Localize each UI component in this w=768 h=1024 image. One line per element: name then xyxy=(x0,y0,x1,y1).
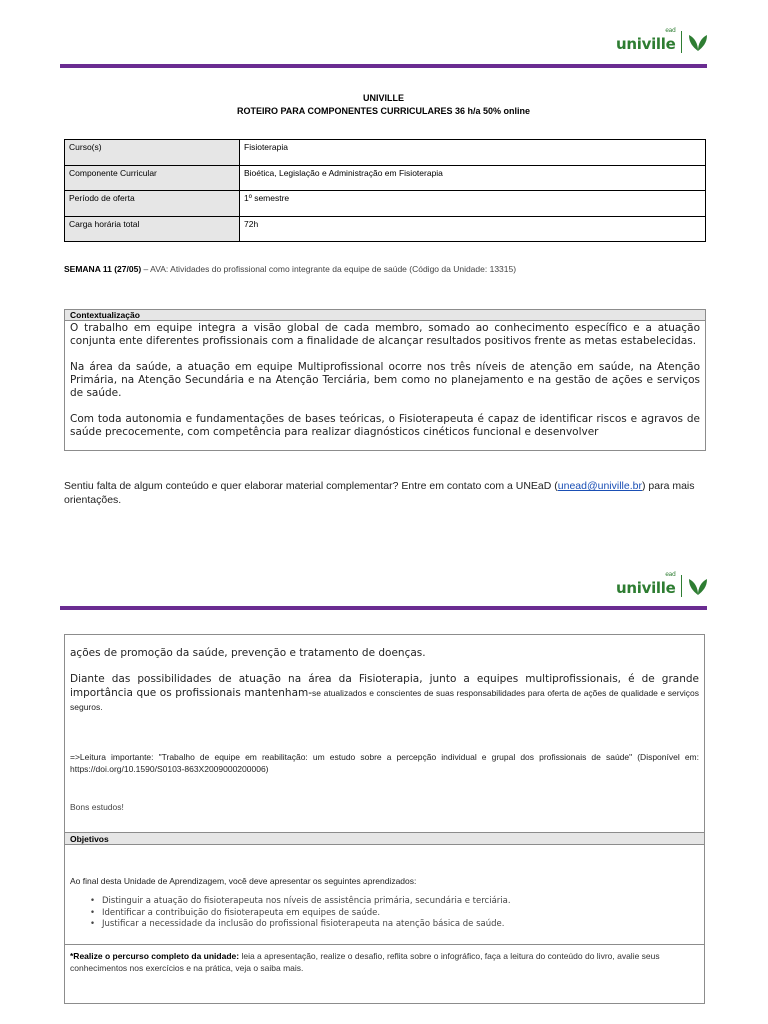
week-line xyxy=(64,264,516,274)
label-cell: Curso(s) xyxy=(65,140,240,166)
title-line-1: UNIVILLE xyxy=(362,93,404,103)
list-item: • Distinguir a atuação do fisioterapeuta nos níveis de assistência primária, secundária e terciária. xyxy=(92,896,699,908)
paragraph: Na área da saúde, a atuação em equipe Multiprofissional ocorre nos três níveis de atenção em saúde, na Atenção Primária, na Atenção Secundária e na Atenção Terciária, bem como no planejamento e na gestão de ações e serviços de saúde. xyxy=(70,361,700,399)
continuation-text: ações de promoção da saúde, prevenção e tratamento de doenças. xyxy=(70,647,426,659)
reading-note: =>Leitura importante: "Trabalho de equipe em reabilitação: um estudo sobre a percepção individual e grupal dos profissionais de saúde" (Disponível em: https://doi.org/10.1590/S0103-863X2009000200006) xyxy=(70,752,699,774)
paragraph-large: Diante das possibilidades de atuação na área da Fisioterapia, junto a equipes multiprofissionais, é de grande importância que os profissionais mantenham- xyxy=(70,673,699,699)
value-cell: 1º semestre xyxy=(240,191,706,217)
percurso-text: leia a apresentação, realize o desafio, reflita sobre o infográfico, faça a leitura do conteúdo do livro, avalie seus conhecimentos nos exercícios e na prática, veja o saiba mais. xyxy=(70,950,660,973)
paragraph-small: se atualizados e conscientes de suas responsabilidades para oferta de ações de qualidade e serviços seguros. xyxy=(70,688,699,712)
content-box xyxy=(64,634,705,1004)
contact-text-after: ) para mais orientações. xyxy=(64,480,695,506)
table-row xyxy=(65,165,706,191)
closing-text: Bons estudos! xyxy=(70,802,124,812)
week-label: SEMANA 11 (27/05) xyxy=(64,264,142,274)
contact-note xyxy=(64,480,709,507)
objetivos-heading: Objetivos xyxy=(65,832,704,845)
logo-ead: ead xyxy=(665,27,676,34)
table-row xyxy=(65,191,706,217)
label-cell: Período de oferta xyxy=(65,191,240,217)
email-link[interactable]: unead@univille.br xyxy=(557,480,642,492)
label-cell: Componente Curricular xyxy=(65,165,240,191)
leaf-icon xyxy=(688,33,708,53)
contextualizacao-box[interactable] xyxy=(64,309,706,451)
logo-separator xyxy=(681,575,682,597)
logo-separator xyxy=(681,31,682,53)
week-description: – AVA: Atividades do profissional como integrante da equipe de saúde (Código da Unidade: 13315) xyxy=(141,264,517,274)
logo-ead: ead xyxy=(665,571,676,578)
header-rule xyxy=(60,64,707,68)
paragraph: O trabalho em equipe integra a visão global de cada membro, somado ao conhecimento específico e a atuação conjunta ente diferentes profissionais com a finalidade de alcançar resultados positivos frente as metas estabelecidas. xyxy=(70,322,700,347)
document-title xyxy=(60,92,707,118)
univille-logo xyxy=(616,571,708,597)
objetivos-intro: Ao final desta Unidade de Aprendizagem, você deve apresentar os seguintes aprendizados: xyxy=(70,876,417,886)
list-item: • Justificar a necessidade da inclusão do profissional fisioterapeuta na atenção básica de saúde. xyxy=(92,919,699,931)
table-row xyxy=(65,140,706,166)
logo-wordmark: univille ead xyxy=(616,571,676,597)
value-cell: 72h xyxy=(240,216,706,242)
info-table xyxy=(64,139,706,242)
contextualizacao-text xyxy=(65,321,705,451)
table-row xyxy=(65,216,706,242)
value-cell: Fisioterapia xyxy=(240,140,706,166)
percurso-note xyxy=(65,944,704,979)
percurso-label: *Realize o percurso completo da unidade: xyxy=(70,950,240,961)
list-item: • Identificar a contribuição do fisioterapeuta em equipes de saúde. xyxy=(92,908,699,920)
contextualizacao-heading: Contextualização xyxy=(65,310,705,321)
value-cell: Bioética, Legislação e Administração em Fisioterapia xyxy=(240,165,706,191)
title-line-2: ROTEIRO PARA COMPONENTES CURRICULARES 36 h/a 50% online xyxy=(236,106,531,116)
leaf-icon xyxy=(688,577,708,597)
paragraph: Com toda autonomia e fundamentações de bases teóricas, o Fisioterapeuta é capaz de identificar riscos e agravos de saúde precocemente, com competência para realizar diagnósticos cinéticos funcional e desenvolver xyxy=(70,413,700,438)
contact-text-before: Sentiu falta de algum conteúdo e quer elaborar material complementar? Entre em contato com a UNEaD ( xyxy=(64,480,558,492)
label-cell: Carga horária total xyxy=(65,216,240,242)
objetivos-list xyxy=(70,896,699,931)
univille-logo xyxy=(616,27,708,53)
header-rule xyxy=(60,606,707,610)
paragraph xyxy=(70,672,699,713)
logo-wordmark: univille ead xyxy=(616,27,676,53)
